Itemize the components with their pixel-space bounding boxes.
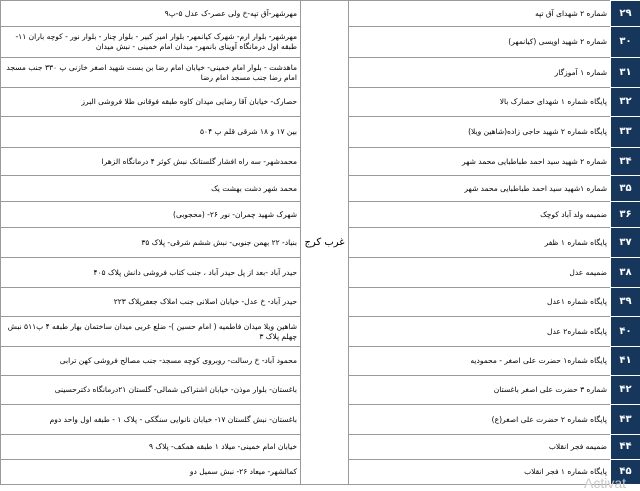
row-number: ۳۷ (611, 228, 640, 258)
center-name: پایگاه شماره ۱ فجر انقلاب (349, 460, 611, 485)
center-address: محمدشهر- سه راه افشار گلستانک نبش کوثر ۴ درمانگاه الزهرا (1, 148, 301, 176)
center-name: پایگاه شماره۱ حضرت علی اصغر - محمودیه (349, 347, 611, 376)
center-address: بنیاد- ۲۲ بهمن جنوبی- نبش ششم شرقی- پلاک ۳۵ (1, 228, 301, 258)
row-number: ۳۴ (611, 148, 640, 176)
center-address: شاهین ویلا میدان فاطمیه ( امام حسین )- ضلع غربی میدان ساختمان بهار طبقه ۴ پ۵۱۱ نبش چهلم پلاک ۳ (1, 317, 301, 347)
center-address: حیدر آباد -بعد از پل حیدر آباد ، جنب کتاب فروشی دانش پلاک ۴۰۵ (1, 258, 301, 288)
center-address: باغستان- نبش گلستان ۱۷- خیابان نانوایی سنگکی - پلاک ۱ - طبقه اول واحد دوم (1, 405, 301, 435)
center-address: خیابان امام خمینی- میلاد ۱ طبقه همکف- پلاک ۹ (1, 435, 301, 460)
row-number: ۳۲ (611, 88, 640, 117)
center-name: شماره ۱ آموزگار (349, 58, 611, 88)
region-label: غرب کرج (301, 1, 349, 485)
center-name: ضمیمه فجر انقلاب (349, 435, 611, 460)
center-address: کمالشهر- میعاد ۲۶- نبش سمیل دو (1, 460, 301, 485)
center-address: شهرک شهید چمران- نور ۲۶- (محجوبی) (1, 202, 301, 228)
center-address: محمود آباد- خ رسالت- روبروی کوچه مسجد- جنب مصالح فروشی کهن ترابی (1, 347, 301, 376)
center-address: محمد شهر دشت بهشت یک (1, 176, 301, 202)
center-name: پایگاه شماره ۱ ظفر (349, 228, 611, 258)
row-number: ۴۱ (611, 347, 640, 376)
center-name: ضمیمه عدل (349, 258, 611, 288)
watermark-text: Activat (583, 475, 626, 491)
center-name: پایگاه شماره ۲ حضرت علی اصغر(ع) (349, 405, 611, 435)
center-address: مهرشهر-آق تپه-خ ولی عصر-ک عدل ۵-پ۹ (1, 1, 301, 27)
row-number: ۳۶ (611, 202, 640, 228)
center-address: باغستان- بلوار موذن- خیابان اشتراکی شمالی- گلستان ۲۱درمانگاه دکترحسینی (1, 376, 301, 405)
center-address: حصارک- خیابان آقا رضایی میدان کاوه طبقه فوقانی طلا فروشی البرز (1, 88, 301, 117)
center-name: شماره ۳ حضرت علی اصغر باغستان (349, 376, 611, 405)
center-address: ماهدشت - بلوار امام خمینی- خیابان امام رضا بن بست شهید اصغر خازنی پ ۳۳۰ جنب مسجد امام رضا جنب مسجد امام رضا (1, 58, 301, 88)
row-number: ۴۲ (611, 376, 640, 405)
center-address: حیدر آباد- خ عدل- خیابان اصلانی جنب املاک جعفرپلاک ۲۲۳ (1, 288, 301, 317)
row-number: ۳۵ (611, 176, 640, 202)
center-name: پایگاه شماره ۱ شهدای حصارک بالا (349, 88, 611, 117)
center-name: پایگاه شماره۲ عدل (349, 317, 611, 347)
table-body (1, 1, 640, 485)
row-number: ۴۰ (611, 317, 640, 347)
center-name: شماره ۱شهید سید احمد طباطبایی محمد شهر (349, 176, 611, 202)
table-row (1, 1, 640, 27)
row-number: ۳۳ (611, 117, 640, 148)
row-number: ۳۸ (611, 258, 640, 288)
center-name: ضمیمه ولد آباد کوچک (349, 202, 611, 228)
row-number: ۲۹ (611, 1, 640, 27)
row-number: ۳۱ (611, 58, 640, 88)
center-name: پایگاه شماره ۲ شهید حاجی زاده(شاهین ویلا) (349, 117, 611, 148)
center-name: شماره ۲ شهید سید احمد طباطبایی محمد شهر (349, 148, 611, 176)
row-number: ۳۹ (611, 288, 640, 317)
row-number: ۴۳ (611, 405, 640, 435)
center-address: مهرشهر- بلوار ارم- شهرک کیانمهر- بلوار امیر کبیر - بلوار چنار - بلوار نور - کوچه باران ۱۱- طبقه اول درمانگاه آوینای بانمهر- میدان امام خمینی - نبش میدان (1, 27, 301, 58)
center-address: بین ۱۷ و ۱۸ شرقی قلم پ ۵۰۴ (1, 117, 301, 148)
row-number: ۴۵ (611, 460, 640, 485)
center-name: شماره ۲ شهید اویسی (کیانمهر) (349, 27, 611, 58)
row-number: ۳۰ (611, 27, 640, 58)
center-name: پایگاه شماره ۱عدل (349, 288, 611, 317)
center-name: شماره ۲ شهدای آق تپه (349, 1, 611, 27)
row-number: ۴۴ (611, 435, 640, 460)
